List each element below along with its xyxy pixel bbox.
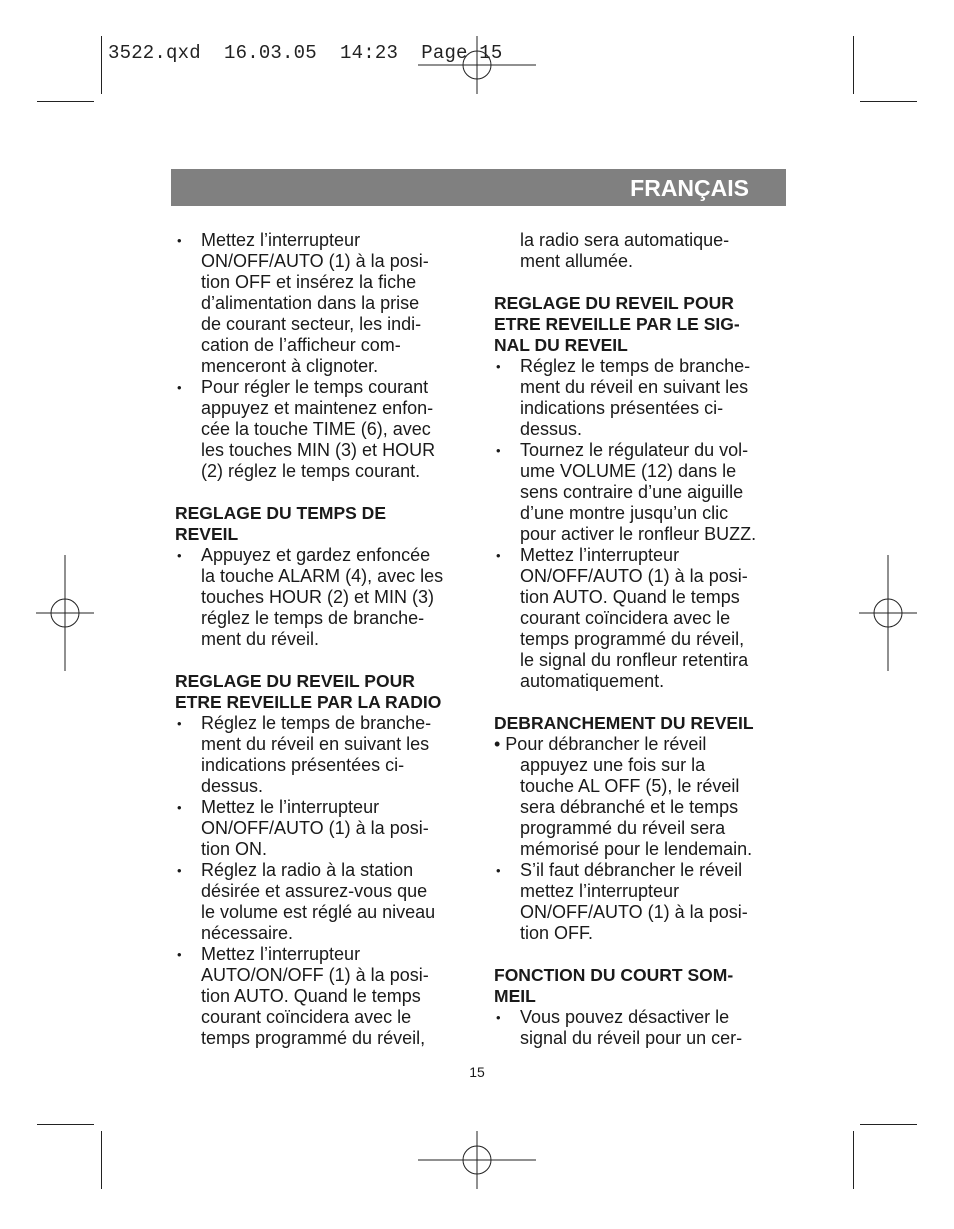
list-item: • Vous pouvez désactiver le signal du réveil pour un cer- bbox=[494, 1007, 786, 1049]
section-heading: REGLAGE DU REVEIL POUR ETRE REVEILLE PAR LE SIG- NAL DU REVEIL bbox=[494, 293, 740, 355]
list-item: • S’il faut débrancher le réveil mettez l’interrupteur ON/OFF/AUTO (1) à la posi- tion OFF. bbox=[494, 860, 786, 944]
list-item: • Réglez le temps de branche- ment du réveil en suivant les indications présentées ci- dessus. bbox=[175, 713, 470, 797]
section-heading: REGLAGE DU REVEIL POUR ETRE REVEILLE PAR LA RADIO bbox=[175, 671, 442, 712]
registration-mark-bottom-icon bbox=[418, 1131, 536, 1189]
continued-text: la radio sera automatique- ment allumée. bbox=[520, 230, 730, 271]
list-item: • Pour débrancher le réveil appuyez une fois sur la touche AL OFF (5), le réveil sera débranché et le temps programmé du réveil sera mémorisé pour le lendemain. bbox=[494, 734, 753, 859]
section-heading: FONCTION DU COURT SOM- MEIL bbox=[494, 965, 734, 1006]
left-column bbox=[175, 230, 470, 1049]
registration-mark-left-icon bbox=[36, 555, 94, 671]
list-item: • Réglez le temps de branche- ment du réveil en suivant les indications présentées ci- dessus. bbox=[494, 356, 786, 440]
registration-mark-top-icon bbox=[418, 36, 536, 94]
list-item: • Mettez l’interrupteur ON/OFF/AUTO (1) à la posi- tion OFF et insérez la fiche d’alimentation dans la prise de courant secteur, les indi- cation de l’afficheur com- menceront à clignoter. bbox=[175, 230, 470, 377]
list-item: • Appuyez et gardez enfoncée la touche ALARM (4), avec les touches HOUR (2) et MIN (3) réglez le temps de branche- ment du réveil. bbox=[175, 545, 470, 650]
language-title: FRANÇAIS bbox=[630, 175, 749, 201]
page-number: 15 bbox=[469, 1064, 485, 1080]
print-header: 3522.qxd 16.03.05 14:23 Page 15 bbox=[108, 42, 503, 64]
section-heading: DEBRANCHEMENT DU REVEIL bbox=[494, 713, 754, 733]
list-item: • Tournez le régulateur du vol- ume VOLUME (12) dans le sens contraire d’une aiguille d’une montre jusqu’un clic pour activer le ronfleur BUZZ. bbox=[494, 440, 786, 545]
list-item: • Mettez l’interrupteur ON/OFF/AUTO (1) à la posi- tion AUTO. Quand le temps courant coïncidera avec le temps programmé du réveil, le signal du ronfleur retentira automatiquement. bbox=[494, 545, 786, 692]
list-item: • Mettez le l’interrupteur ON/OFF/AUTO (1) à la posi- tion ON. bbox=[175, 797, 470, 860]
list-item: • Pour régler le temps courant appuyez et maintenez enfon- cée la touche TIME (6), avec les touches MIN (3) et HOUR (2) réglez le temps courant. bbox=[175, 377, 470, 482]
language-banner bbox=[171, 169, 786, 206]
list-item: • Mettez l’interrupteur AUTO/ON/OFF (1) à la posi- tion AUTO. Quand le temps courant coïncidera avec le temps programmé du réveil, bbox=[175, 944, 470, 1049]
registration-mark-right-icon bbox=[859, 555, 917, 671]
right-column bbox=[494, 230, 786, 1049]
list-item: • Réglez la radio à la station désirée et assurez-vous que le volume est réglé au niveau nécessaire. bbox=[175, 860, 470, 944]
section-heading: REGLAGE DU TEMPS DE REVEIL bbox=[175, 503, 386, 544]
